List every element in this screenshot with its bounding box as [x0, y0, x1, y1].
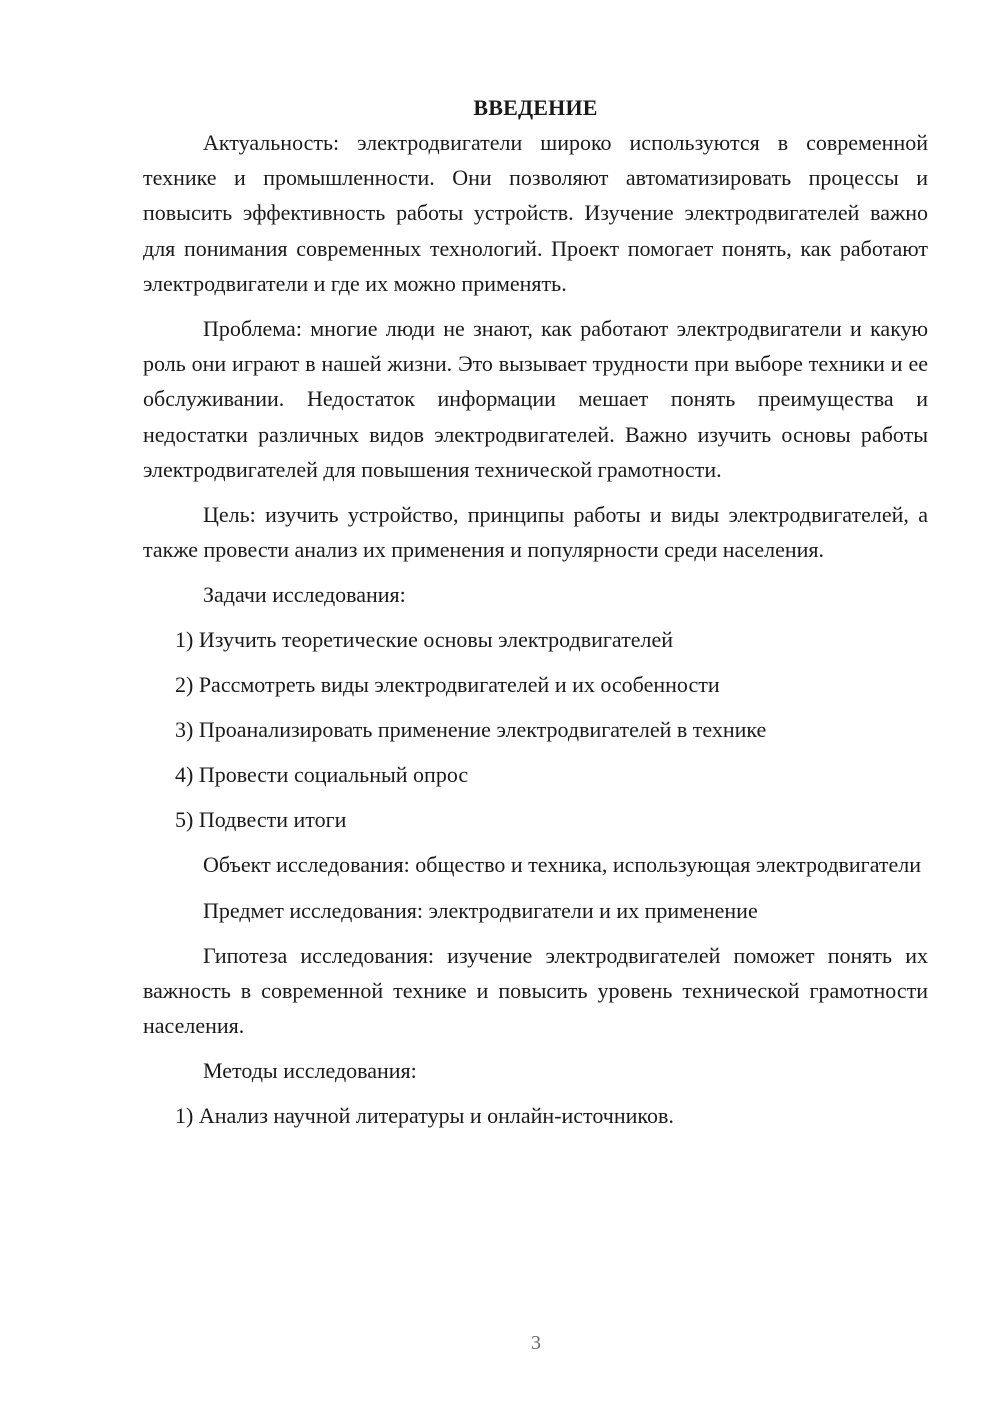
- document-page: [143, 90, 928, 1143]
- list-item: 5) Подвести итоги: [175, 807, 347, 833]
- list-item: 1) Изучить теоретические основы электродвигателей: [175, 627, 673, 653]
- methods-heading: Методы исследования:: [203, 1058, 417, 1084]
- hypothesis-paragraph: Гипотеза исследования: изучение электродвигателей поможет понять их важность в современной технике и повысить уровень технической грамотности населения.: [143, 942, 928, 1039]
- problem-paragraph: Проблема: многие люди не знают, как работают электродвигатели и какую роль они играют в нашей жизни. Это вызывает трудности при выборе техники и ее обслуживании. Недостаток информации мешает понять преимущества и недостатки различных видов электродвигателей. Важно изучить основы работы электродвигателей для повышения технической грамотности.: [143, 316, 928, 482]
- list-item: 4) Провести социальный опрос: [175, 762, 469, 788]
- tasks-list: [143, 622, 928, 837]
- section-title: ВВЕДЕНИЕ: [473, 95, 598, 120]
- list-item: 3) Проанализировать применение электродвигателей в технике: [175, 717, 767, 743]
- list-item: 2) Рассмотреть виды электродвигателей и их особенности: [175, 672, 720, 698]
- methods-list: [143, 1098, 928, 1133]
- subject-paragraph: Предмет исследования: электродвигатели и их применение: [203, 897, 758, 923]
- page-number: 3: [531, 1332, 541, 1354]
- object-paragraph: Объект исследования: общество и техника, использующая электродвигатели: [203, 852, 922, 878]
- relevance-paragraph: Актуальность: электродвигатели широко используются в современной технике и промышленности. Они позволяют автоматизировать процессы и повысить эффективность работы устройств. Изучение электродвигателей важно для понимания современных технологий. Проект помогает понять, как работают электродвигатели и где их можно применять.: [143, 130, 928, 296]
- list-item: 1) Анализ научной литературы и онлайн-источников.: [175, 1103, 674, 1129]
- tasks-heading: Задачи исследования:: [203, 582, 406, 608]
- goal-paragraph: Цель: изучить устройство, принципы работы и виды электродвигателей, а также провести анализ их применения и популярности среди населения.: [143, 502, 928, 563]
